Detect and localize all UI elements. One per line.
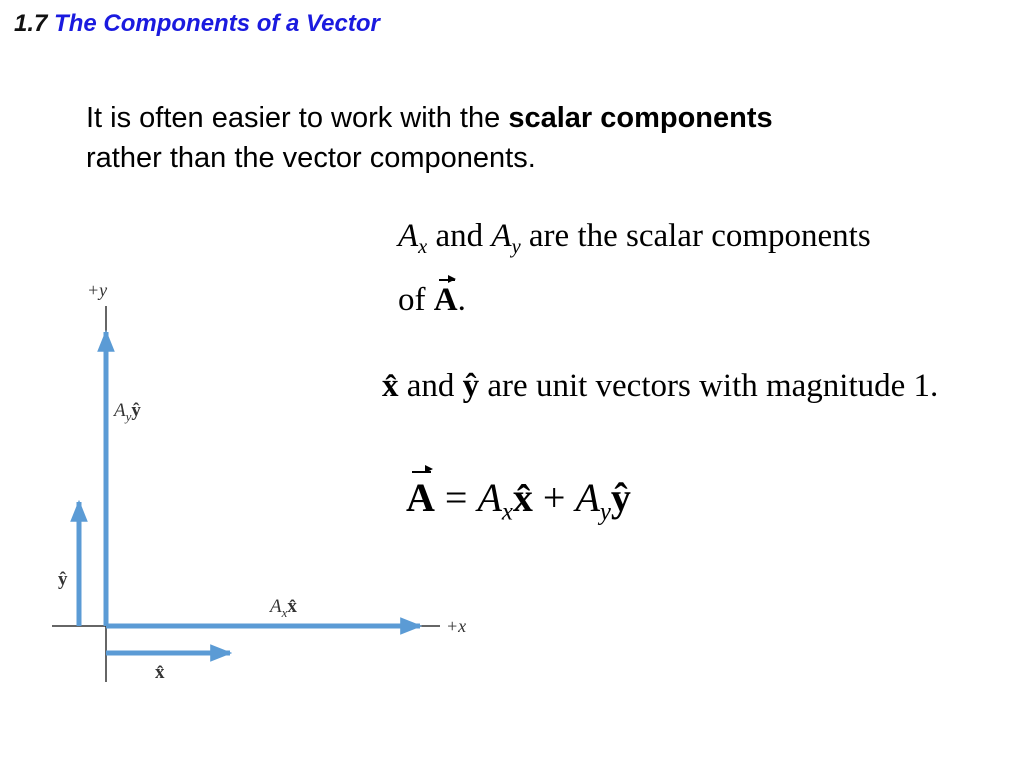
slide-title-text: The Components of a Vector	[54, 10, 380, 37]
unit-y-symbol: ŷ	[131, 400, 141, 421]
sub-x: x	[418, 236, 428, 259]
ax-component-label	[268, 596, 297, 620]
sub-y: y	[599, 498, 611, 526]
unit-x-label: x̂	[155, 662, 165, 683]
sub-x: x	[281, 605, 288, 620]
slide-number: 1.7	[14, 10, 48, 37]
intro-part1: It is often easier to work with the	[86, 102, 509, 134]
and-word: and	[398, 368, 463, 404]
var-a: A	[477, 475, 502, 520]
unit-x-symbol: x̂	[287, 596, 297, 617]
sub-y: y	[125, 409, 132, 424]
period: .	[457, 282, 466, 318]
x-axis-label: +x	[446, 616, 467, 636]
equals-sign: =	[434, 475, 478, 520]
var-a: A	[398, 218, 419, 254]
unit-y-label: ŷ	[58, 569, 68, 590]
y-axis-label: +y	[87, 280, 108, 300]
ay-component-label	[112, 400, 141, 424]
unit-y-symbol: ŷ	[610, 475, 631, 520]
var-a: A	[575, 475, 600, 520]
var-a: A	[114, 400, 126, 421]
vector-a-symbol: A	[406, 475, 435, 520]
of-word: of	[398, 282, 434, 318]
unit-x-symbol: x̂	[382, 368, 399, 404]
vector-a-symbol: A	[433, 282, 458, 318]
var-a: A	[491, 218, 512, 254]
unit-y-symbol: ŷ	[462, 368, 480, 404]
statement-rest: are the scalar components	[520, 218, 871, 254]
and-word: and	[427, 218, 492, 254]
var-a: A	[270, 596, 282, 617]
plus-sign: +	[532, 475, 576, 520]
sub-x: x	[501, 498, 513, 526]
unit-x-symbol: x̂	[512, 475, 533, 520]
unit-statement-rest: are unit vectors with magnitude 1.	[479, 368, 939, 404]
intro-bold-term: scalar components	[508, 102, 773, 134]
intro-part2: rather than the vector components.	[86, 142, 536, 174]
sub-y: y	[511, 236, 521, 259]
